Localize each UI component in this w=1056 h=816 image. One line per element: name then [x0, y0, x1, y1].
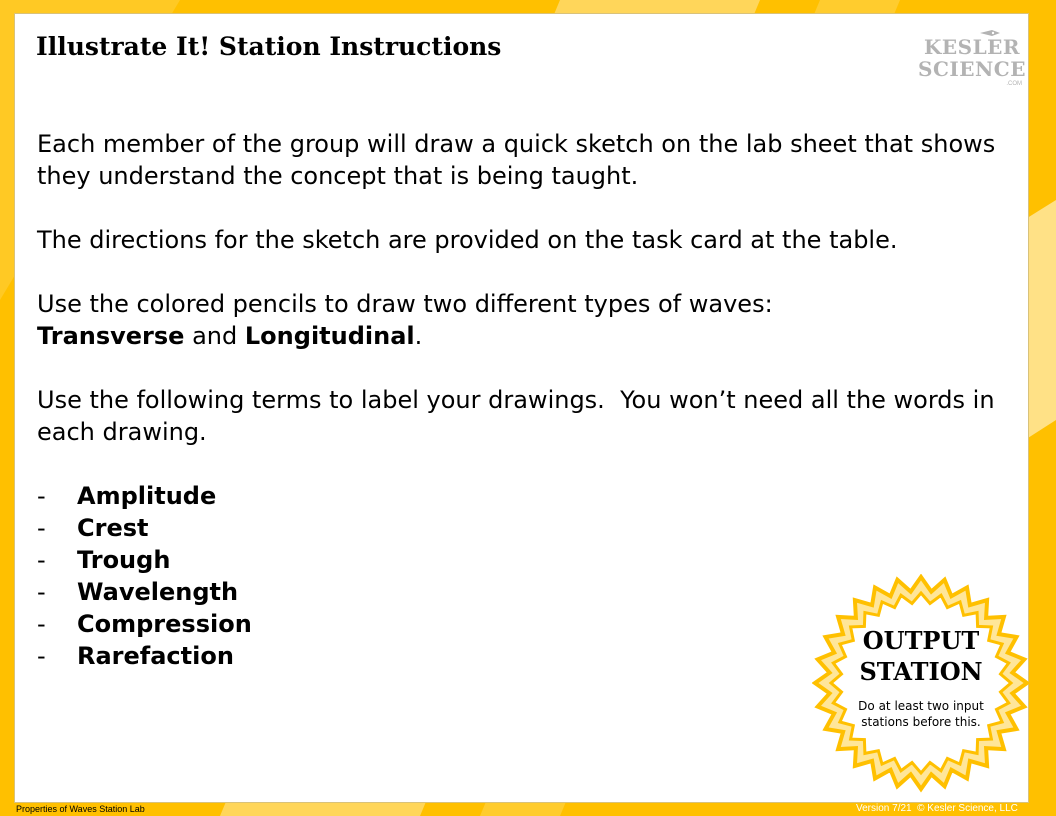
logo-line-2: SCIENCE	[918, 57, 1026, 81]
kesler-science-logo	[916, 28, 1028, 90]
term-label: Wavelength	[77, 578, 239, 606]
bullet-dash: -	[37, 514, 46, 542]
footer-copyright: Version 7/21 © Kesler Science, LLC	[856, 803, 1018, 814]
term-label: Trough	[77, 546, 171, 574]
seal-content	[812, 574, 1034, 796]
instruction-paragraph-1: Each member of the group will draw a quick sketch on the lab sheet that shows they understand the concept that is being taught.	[37, 130, 996, 190]
term-label: Amplitude	[77, 482, 217, 510]
instruction-paragraph-2: The directions for the sketch are provided on the task card at the table.	[37, 226, 898, 254]
seal-title	[812, 625, 1030, 687]
term-label: Crest	[77, 514, 149, 542]
seal-title-line-1: OUTPUT	[862, 626, 980, 655]
list-item	[37, 512, 1017, 544]
bullet-dash: -	[37, 482, 46, 510]
footer-lab-name: Properties of Waves Station Lab	[16, 804, 145, 814]
instruction-paragraph-3	[37, 288, 1017, 352]
wave-types-end: .	[414, 322, 423, 350]
logo-suffix: .COM	[1006, 81, 1022, 87]
wave-types-intro: Use the colored pencils to draw two different types of waves:	[37, 290, 773, 318]
logo-line-1: KESLER	[924, 35, 1020, 59]
term-transverse: Transverse	[37, 322, 185, 350]
instruction-paragraph-4: Use the following terms to label your drawings. You won’t need all the words in each drawing.	[37, 386, 1003, 446]
wave-types-joiner: and	[184, 322, 245, 350]
seal-subtitle: Do at least two input stations before this.	[858, 699, 984, 729]
page-title: Illustrate It! Station Instructions	[36, 32, 502, 61]
term-longitudinal: Longitudinal	[244, 322, 415, 350]
bullet-dash: -	[37, 578, 46, 606]
list-item	[37, 544, 1017, 576]
term-label: Rarefaction	[77, 642, 234, 670]
bullet-dash: -	[37, 610, 46, 638]
bullet-dash: -	[37, 642, 46, 670]
seal-title-line-2: STATION	[859, 657, 983, 686]
term-label: Compression	[77, 610, 252, 638]
bullet-dash: -	[37, 546, 46, 574]
list-item	[37, 480, 1017, 512]
